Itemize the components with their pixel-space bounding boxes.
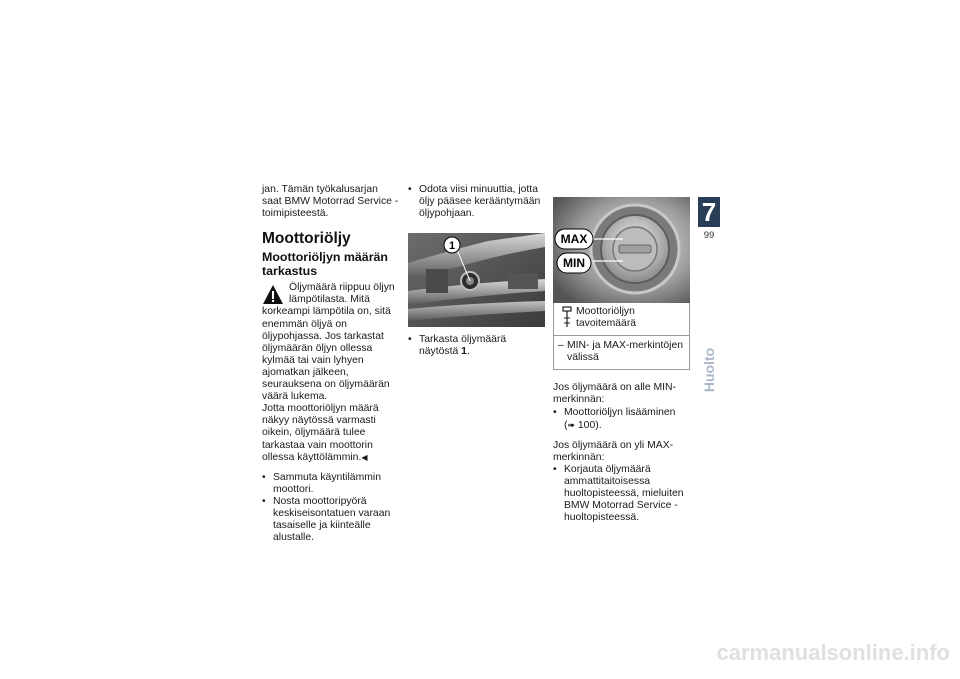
spec-table-value: MIN- ja MAX-merkintöjen välissä (567, 340, 684, 364)
step-list (262, 472, 399, 545)
figure-callout-label: 1 (448, 240, 456, 253)
chapter-tab-label: Huolto (701, 347, 717, 393)
above-max-text: Jos öljymäärä on yli MAX-merkinnän: (553, 439, 674, 463)
step-list (408, 184, 545, 220)
list-item: • Moottoriöljyn lisääminen (➠ 100). (553, 406, 676, 431)
page-number: 99 (703, 230, 715, 241)
column-left (262, 184, 399, 544)
step-list (553, 407, 690, 432)
column-middle (408, 184, 545, 358)
oil-dipstick-icon (558, 306, 576, 328)
spec-table-value-row: – MIN- ja MAX-merkintöjen välissä (558, 340, 684, 364)
watermark: carmanualsonline.info (716, 640, 950, 665)
chapter-number: 7 (698, 197, 720, 227)
page-ref-arrow-icon: ➠ (567, 419, 576, 430)
chapter-tab (700, 340, 718, 400)
list-item: • Tarkasta öljymäärä näytöstä 1. (408, 334, 507, 358)
note-text: Jotta moottoriöljyn määrä näkyy näytössä varmasti oikein, öljymäärä tulee tarkastaa vain moottorin ollessa käyttölämmin.◀ (262, 403, 379, 463)
oil-window-photo (553, 197, 690, 303)
max-label: MAX (560, 232, 588, 246)
spec-table-header (554, 303, 689, 336)
warning-block (262, 282, 399, 403)
below-min-text: Jos öljymäärä on alle MIN-merkinnän: (553, 382, 676, 406)
list-item: • Odota viisi minuuttia, jotta öljy pääsee kerääntymään öljypohjaan. (408, 184, 541, 220)
warning-text: Öljymäärä riippuu öljyn lämpötilasta. Mitä korkeampi lämpötila on, sitä enemmän öljyä on öljypohjassa. Jos tarkastat öljymäärän öljyn ollessa kylmää tai vain lyhyen ajomatkan jälkeen, seurauksena on öljymäärän väärä lukema. (262, 282, 395, 403)
spec-table (553, 303, 690, 370)
list-item: • Korjauta öljymäärä ammattitaitoisessa huoltopisteessä, mieluiten BMW Motorrad Service -huoltopisteessä. (553, 463, 684, 524)
page-ref-link[interactable]: 100 (577, 419, 596, 431)
end-mark-icon: ◀ (361, 452, 368, 462)
column-right (553, 197, 690, 524)
intro-text: jan. Tämän työkalusarjan saat BMW Motorrad Service -toimipisteestä. (262, 184, 399, 220)
list-item: • Sammuta käyntilämmin moottori. (262, 471, 381, 495)
list-item: • Nosta moottoripyörä keskiseisontatuen varaan tasaiselle ja kiinteälle alustalle. (262, 495, 391, 544)
engine-photo (408, 233, 545, 327)
step-list (553, 464, 690, 524)
spec-table-title: Moottoriöljyn tavoitemäärä (576, 306, 637, 330)
min-label: MIN (563, 256, 585, 270)
section-heading: Moottoriöljy (262, 230, 351, 248)
warning-icon (262, 284, 284, 306)
subsection-heading: Moottoriöljyn määrän tarkastus (262, 250, 388, 278)
step-list (408, 334, 545, 358)
